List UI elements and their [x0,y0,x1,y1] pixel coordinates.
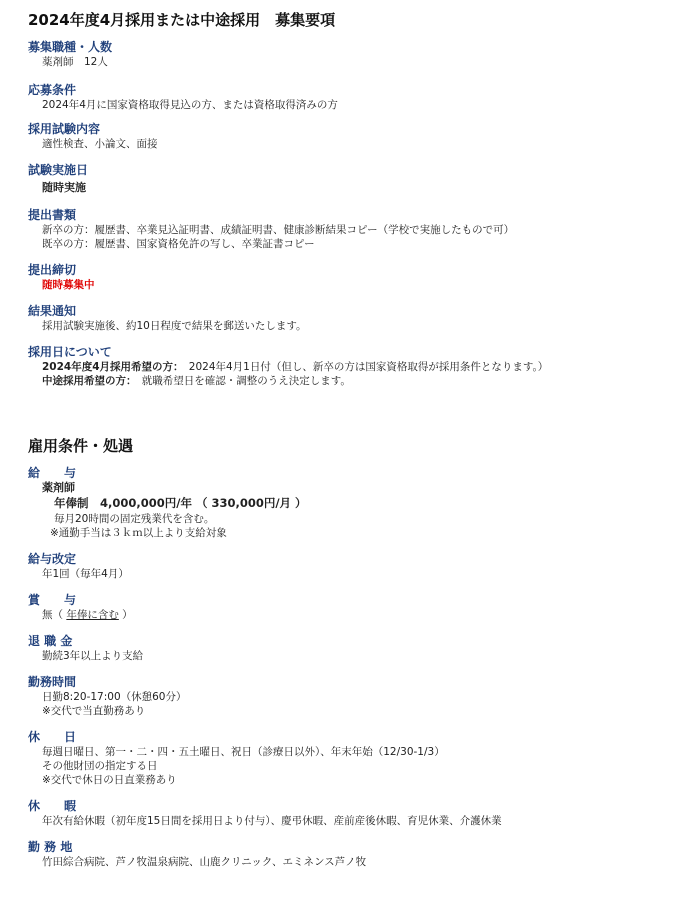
documents-new-grad: 新卒の方：履歴書、卒業見込証明書、成績証明書、健康診断結果コピー（学校で実施したもので可） [42,224,515,236]
salary-note: 毎月20時間の固定残業代を含む。 [54,513,215,525]
bonus-suffix: ） [118,609,133,621]
start-midcareer-value: 就職希望日を確認・調整のうえ決定します。 [131,375,351,387]
section-result [28,304,668,333]
bonus-prefix: 無（ [42,609,67,621]
section-heading: 勤 務 地 [28,840,73,854]
section-text: 勤続3年以上より支給 [42,650,144,662]
section-exam-date [28,163,668,196]
section-heading: 応募条件 [28,83,77,97]
hours-day: 日勤8:20-17:00（休憩60分） [42,691,187,703]
section-exam [28,122,668,151]
salary-role: 薬剤師 [42,481,75,494]
section-salary [28,466,668,540]
start-midcareer-label: 中途採用希望の方： [42,375,132,387]
section-conditions [28,83,668,112]
hours-night-note: ※交代で当直勤務あり [42,705,146,717]
section-heading: 結果通知 [28,304,77,318]
employment-title: 雇用条件・処遇 [28,437,134,455]
section-documents [28,208,668,251]
section-heading: 提出書類 [28,208,77,222]
holidays-line: 毎週日曜日、第一・二・四・五土曜日、祝日（診療日以外）、年末年始（12/30-1/3） [42,746,445,758]
section-text: 年1回（毎年4月） [42,568,129,580]
section-heading: 試験実施日 [28,163,89,177]
section-heading: 休 暇 [28,799,77,813]
start-april-label: 2024年度4月採用希望の方： [42,361,179,373]
recruitment-page [28,10,668,869]
documents-graduate: 既卒の方：履歴書、国家資格免許の写し、卒業証書コピー [42,238,315,250]
section-heading: 給 与 [28,466,77,480]
section-positions [28,40,668,69]
salary-commute-note: ※通勤手当は３ｋｍ以上より支給対象 [50,527,227,539]
section-text: 2024年4月に国家資格取得見込の方、または資格取得済みの方 [42,99,338,111]
section-text: 採用試験実施後、約10日程度で結果を郵送いたします。 [42,320,307,332]
section-holidays [28,730,668,787]
start-april [28,360,668,374]
start-april-value: 2024年4月1日付（但し、新卒の方は国家資格取得が採用条件となります。） [178,361,549,373]
section-heading: 採用日について [28,345,112,359]
section-revision [28,552,668,581]
holidays-note: ※交代で休日の日直業務あり [42,774,177,786]
holidays-line: その他財団の指定する日 [42,760,158,772]
section-heading: 採用試験内容 [28,122,101,136]
section-text: 竹田綜合病院、芦ノ牧温泉病院、山鹿クリニック、エミネンス芦ノ牧 [42,856,367,868]
section-location [28,840,668,869]
section-heading: 勤務時間 [28,675,77,689]
salary-amount: 年俸制 4,000,000円/年 （ 330,000円/月 ） [54,496,307,510]
section-deadline [28,263,668,292]
bonus-text [28,608,668,622]
section-heading: 提出締切 [28,263,77,277]
section-heading: 募集職種・人数 [28,40,113,54]
bonus-link[interactable]: 年俸に含む [66,609,119,621]
section-start-date [28,345,668,388]
start-midcareer [28,374,668,388]
page-title: 2024年度4月採用または中途採用 募集要項 [28,11,336,29]
section-heading: 退 職 金 [28,634,73,648]
section-retirement [28,634,668,663]
section-heading: 休 日 [28,730,77,744]
section-bonus [28,593,668,622]
section-leave [28,799,668,828]
section-text: 適性検査、小論文、面接 [42,138,158,150]
deadline-text: 随時募集中 [42,279,95,291]
section-text: 随時実施 [42,181,86,194]
section-heading: 賞 与 [28,593,77,607]
section-text: 年次有給休暇（初年度15日間を採用日より付与）、慶弔休暇、産前産後休暇、育児休業、介護休業 [42,815,502,827]
section-hours [28,675,668,718]
section-text: 薬剤師 12人 [42,56,108,68]
section-heading: 給与改定 [28,552,77,566]
